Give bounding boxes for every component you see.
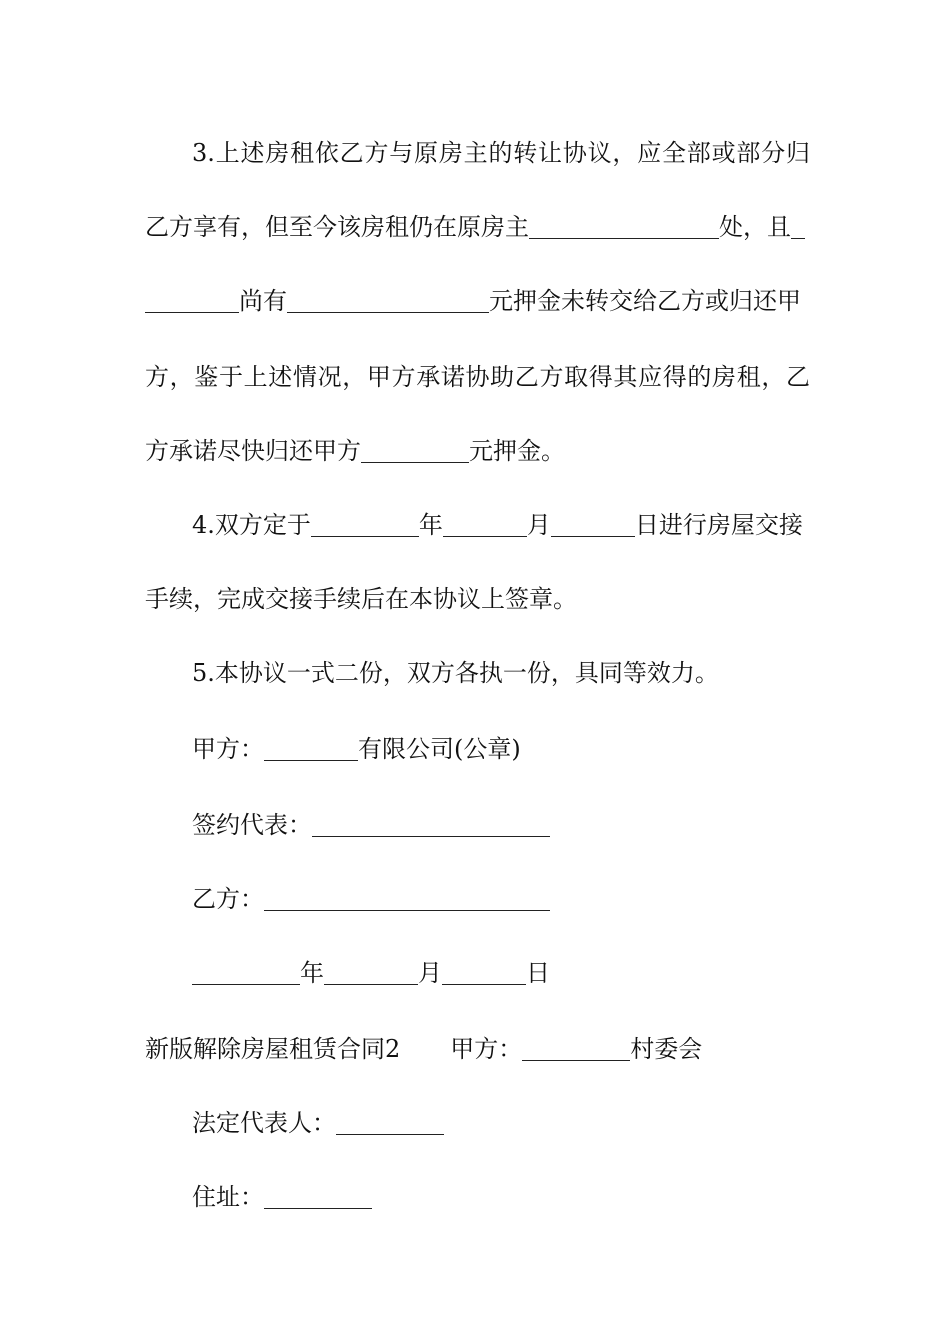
blank-field [443,514,527,537]
clause4-text-1c: 月 [526,511,551,539]
blank-field [522,1038,630,1061]
blank-field [551,514,635,537]
address-label: 住址： [192,1183,264,1211]
clause3-text-5b: 元押金。 [469,437,565,465]
blank-field [145,290,239,313]
contract2-party-a-label: 甲方： [450,1035,523,1063]
blank-field [192,962,300,985]
contract2-party-a-suffix: 村委会 [630,1035,703,1063]
clause5-line [192,658,810,688]
blank-field [264,1186,372,1209]
party-a-suffix: 有限公司(公章) [358,735,521,763]
clause3-text-2a: 乙方享有，但至今该房租仍在原房主 [145,213,529,241]
party-b-label: 乙方： [192,885,264,913]
clause3-line1 [192,138,810,168]
clause4-line1 [192,510,810,540]
clause3-text-3b: 元押金未转交给乙方或归还甲 [489,287,801,315]
clause3-line4 [145,362,810,392]
party-a-label: 甲方： [192,735,264,763]
blank-field [791,216,805,239]
clause4-line2 [145,584,810,614]
blank-field [312,814,550,837]
clause3-text-1: 3.上述房租依乙方与原房主的转让协议，应全部或部分归 [192,139,810,167]
clause3-text-2b: 处，且 [719,213,791,241]
clause3-text-3a: 尚有 [239,287,287,315]
clause5-text: 5.本协议一式二份，双方各执一份，具同等效力。 [192,659,719,687]
blank-field [529,216,719,239]
legal-rep-label: 法定代表人： [192,1109,336,1137]
representative-label: 签约代表： [192,811,312,839]
clause4-text-1a: 4.双方定于 [192,511,311,539]
blank-field [287,290,489,313]
contract2-title: 新版解除房屋租赁合同2 [145,1035,401,1063]
legal-representative [192,1108,810,1138]
date-day-label: 日 [526,959,550,987]
signature-date [192,958,810,988]
blank-field [336,1112,444,1135]
clause3-text-5a: 方承诺尽快归还甲方 [145,437,361,465]
clause4-text-2: 手续，完成交接手续后在本协议上签章。 [145,585,577,613]
clause3-line2 [145,212,810,242]
blank-field [264,888,550,911]
date-year-label: 年 [300,959,324,987]
address [192,1182,810,1212]
blank-field [361,440,469,463]
date-month-label: 月 [418,959,442,987]
clause3-line3 [145,286,810,316]
contract2-heading [145,1034,810,1064]
clause3-line5 [145,436,810,466]
clause4-text-1d: 日进行房屋交接 [634,511,803,539]
blank-field [324,962,418,985]
blank-field [264,738,358,761]
representative-signature [192,810,810,840]
party-b-signature [192,884,810,914]
blank-field [442,962,526,985]
blank-field [311,514,419,537]
party-a-signature [192,734,810,764]
clause4-text-1b: 年 [418,511,443,539]
clause3-text-4: 方，鉴于上述情况，甲方承诺协助乙方取得其应得的房租，乙 [145,363,810,391]
